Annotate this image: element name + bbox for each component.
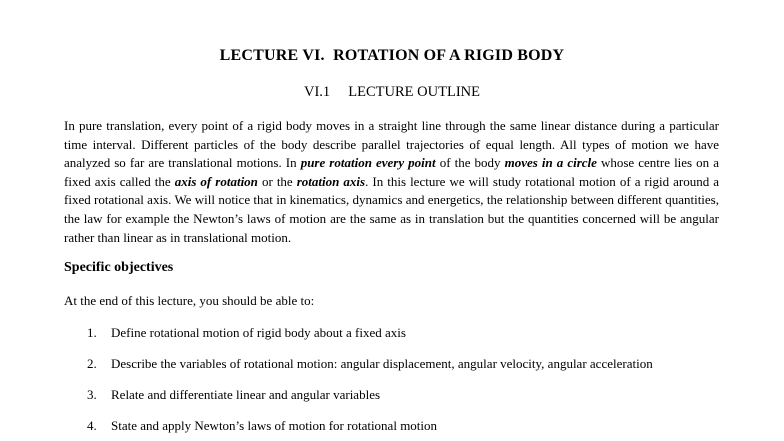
paragraph-emphasis: moves in a circle	[504, 155, 597, 171]
objective-text: Relate and differentiate linear and angular variables	[111, 387, 381, 402]
paragraph-text: whose centre lies on a fixed axis called the	[64, 155, 720, 189]
objective-item	[87, 387, 380, 403]
paragraph-emphasis: axis of rotation	[174, 173, 258, 189]
objective-item	[87, 356, 653, 372]
lecture-title: LECTURE VI. ROTATION OF A RIGID BODY	[219, 47, 565, 64]
objective-item	[87, 418, 437, 434]
paragraph-text: or the	[257, 173, 297, 189]
objective-text: State and apply Newton’s laws of motion for rotational motion	[111, 418, 438, 433]
objective-number: 1.	[87, 325, 97, 340]
paragraph-emphasis: pure rotation every point	[300, 155, 436, 171]
objectives-heading: Specific objectives	[64, 260, 174, 275]
objective-number: 4.	[87, 418, 97, 433]
objective-item	[87, 325, 406, 341]
paragraph-emphasis: rotation axis	[296, 173, 366, 189]
objective-number: 2.	[87, 356, 97, 371]
objective-text: Define rotational motion of rigid body about a fixed axis	[111, 325, 406, 340]
paragraph-text: In pure translation, every point of a rigid body moves in a straight line through the same linear distance during a particular time interval. Different particles of the body describe parallel trajectories of equal length. All types of motion we have analyzed so far are translational motions. In	[64, 118, 719, 171]
intro-paragraph	[64, 117, 719, 247]
section-heading: VI.1 LECTURE OUTLINE	[304, 84, 480, 100]
objectives-intro: At the end of this lecture, you should be able to:	[64, 293, 315, 308]
objective-number: 3.	[87, 387, 97, 402]
paragraph-text: . In this lecture we will study rotational motion of a rigid around a fixed rotational axis. We will notice that in kinematics, dynamics and energetics, the relationship between different quantities, the law for example the Newton’s laws of motion are the same as in translation but the quantities concerned will be angular rather than linear as in translational motion.	[64, 173, 720, 245]
objective-text: Describe the variables of rotational motion: angular displacement, angular velocity, angular acceleration	[111, 356, 653, 371]
paragraph-text: of the body	[435, 155, 505, 171]
